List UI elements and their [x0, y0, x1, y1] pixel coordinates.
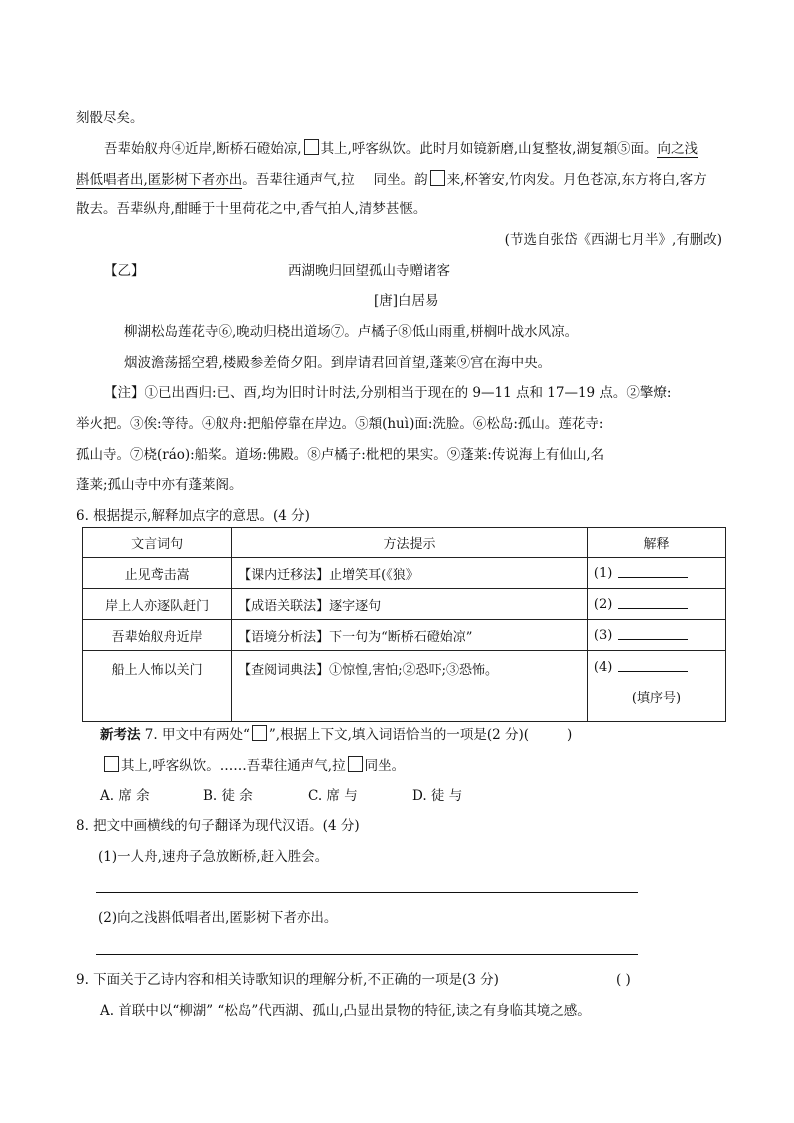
table-cell: 【查阅词典法】①惊惶,害怕;②恐吓;③恐怖。 [232, 651, 588, 722]
question-text: ”,根据上下文,填入词语恰当的一项是(2 分)( [268, 727, 530, 743]
answer-cell[interactable] [587, 589, 725, 620]
new-method-tag: 新考法 [100, 727, 141, 743]
answer-blank[interactable] [618, 659, 688, 672]
answer-label: (3) [593, 628, 613, 643]
answer-label: (4) [593, 660, 613, 675]
table-row [83, 558, 726, 589]
table-header: 解释 [587, 528, 725, 558]
table-cell: 【语境分析法】下一句为“断桥石磴始凉” [232, 620, 588, 651]
answer-cell[interactable] [587, 558, 725, 589]
poem-line: 烟波澹荡摇空碧,楼殿参差倚夕阳。到岸请君回首望,蓬莱⑨宫在海中央。 [124, 355, 552, 371]
option-c[interactable]: C. 席 与 [308, 788, 358, 804]
blank-box [252, 725, 267, 741]
answer-cell[interactable] [587, 620, 725, 651]
answer-label: (2) [593, 597, 613, 612]
table-cell: 【成语关联法】逐字逐句 [232, 589, 588, 620]
question-text: 其上,呼客纵饮。……吾辈往通声气,拉 [121, 758, 346, 774]
section-tag: 【乙】 [104, 263, 145, 279]
poem-title: 西湖晚归回望孤山寺赠诸客 [288, 263, 450, 279]
answer-label: (1) [593, 566, 613, 581]
blank-box [430, 170, 445, 186]
answer-cell[interactable] [587, 651, 725, 722]
option-b[interactable]: B. 徒 余 [203, 788, 253, 804]
question-6-stem: 6. 根据提示,解释加点字的意思。(4 分) [76, 508, 310, 524]
poem-author: [唐]白居易 [374, 293, 439, 309]
passage-text: 同坐。韵 [373, 172, 428, 188]
poem-line: 柳湖松岛莲花寺⑥,晚动归桡出道场⑦。卢橘子⑧低山雨重,栟榈叶战水风凉。 [124, 324, 579, 340]
question-6-table [82, 527, 726, 722]
option-d[interactable]: D. 徒 与 [412, 788, 463, 804]
passage-line: 刻骰尽矣。 [76, 110, 144, 126]
question-text: 7. 甲文中有两处“ [140, 727, 250, 743]
fill-note: (填序号) [631, 691, 682, 706]
question-text: ) [567, 727, 573, 743]
underlined-sentence: 向之浅 [657, 141, 698, 157]
answer-paren[interactable]: ( ) [616, 972, 631, 988]
passage-text: 吾辈始舣舟④近岸,断桥石磴始凉, [104, 141, 302, 157]
underlined-sentence: 斟低唱者出,匿影树下者亦出 [76, 172, 243, 188]
translate-sentence-2: (2)向之浅斟低唱者出,匿影树下者亦出。 [98, 910, 338, 926]
table-cell: 岸上人亦逐队赶门 [83, 589, 232, 620]
table-header: 方法提示 [232, 528, 588, 558]
answer-blank[interactable] [618, 565, 688, 578]
passage-line [76, 170, 707, 189]
passage-line [104, 139, 698, 158]
table-row [83, 651, 726, 722]
note-line: 孤山寺。⑦桡(ráo):船桨。道场:佛殿。⑧卢橘子:枇杷的果实。⑨蓬莱:传说海上有仙山,名 [76, 447, 605, 463]
option-a[interactable]: A. 首联中以“柳湖” “松岛”代西湖、孤山,凸显出景物的特征,读之有身临其境之感。 [100, 1003, 591, 1019]
blank-box [357, 170, 372, 186]
table-row [83, 620, 726, 651]
question-7-context [102, 756, 405, 775]
table-cell: 船上人怖以关门 [83, 651, 232, 722]
table-header-row [83, 528, 726, 558]
answer-line[interactable] [96, 954, 638, 955]
passage-text: 。吾辈往通声气,拉 [242, 172, 355, 188]
question-8-stem: 8. 把文中画横线的句子翻译为现代汉语。(4 分) [76, 818, 360, 834]
question-7-stem [100, 725, 572, 744]
passage-text: 来,杯箸安,竹肉发。月色苍凉,东方将白,客方 [446, 172, 707, 188]
option-a[interactable]: A. 席 余 [100, 788, 150, 804]
question-text: 同坐。 [364, 758, 406, 774]
note-line: 蓬莱;孤山寺中亦有蓬莱阁。 [76, 477, 243, 493]
blank-box [304, 139, 319, 155]
passage-line: 散去。吾辈纵舟,酣睡于十里荷花之中,香气拍人,清梦甚惬。 [76, 201, 427, 217]
table-cell: 止见鸢击嵩 [83, 558, 232, 589]
table-cell: 吾辈始舣舟近岸 [83, 620, 232, 651]
answer-blank[interactable] [618, 627, 688, 640]
passage-source: (节选自张岱《西湖七月半》,有删改) [504, 232, 722, 248]
table-cell: 【课内迁移法】止增笑耳(《狼》 [232, 558, 588, 589]
passage-text: 其上,呼客纵饮。此时月如镜新磨,山复整妆,湖复頮⑤面。 [320, 141, 658, 157]
answer-blank[interactable] [618, 596, 688, 609]
question-9-stem: 9. 下面关于乙诗内容和相关诗歌知识的理解分析,不正确的一项是(3 分) [76, 972, 499, 988]
table-row [83, 589, 726, 620]
blank-box [104, 756, 119, 772]
table-header: 文言词句 [83, 528, 232, 558]
translate-sentence-1: (1)一人舟,速舟子急放断桥,赶入胜会。 [98, 849, 329, 865]
answer-line[interactable] [96, 892, 638, 893]
note-line: 【注】①已出酉归:已、酉,均为旧时计时法,分别相当于现在的 9—11 点和 17—19 点。②擎燎: [104, 385, 672, 401]
note-line: 举火把。③俟:等待。④舣舟:把船停靠在岸边。⑤頮(huì)面:洗脸。⑥松岛:孤山。莲花寺: [76, 416, 604, 432]
blank-box [348, 756, 363, 772]
